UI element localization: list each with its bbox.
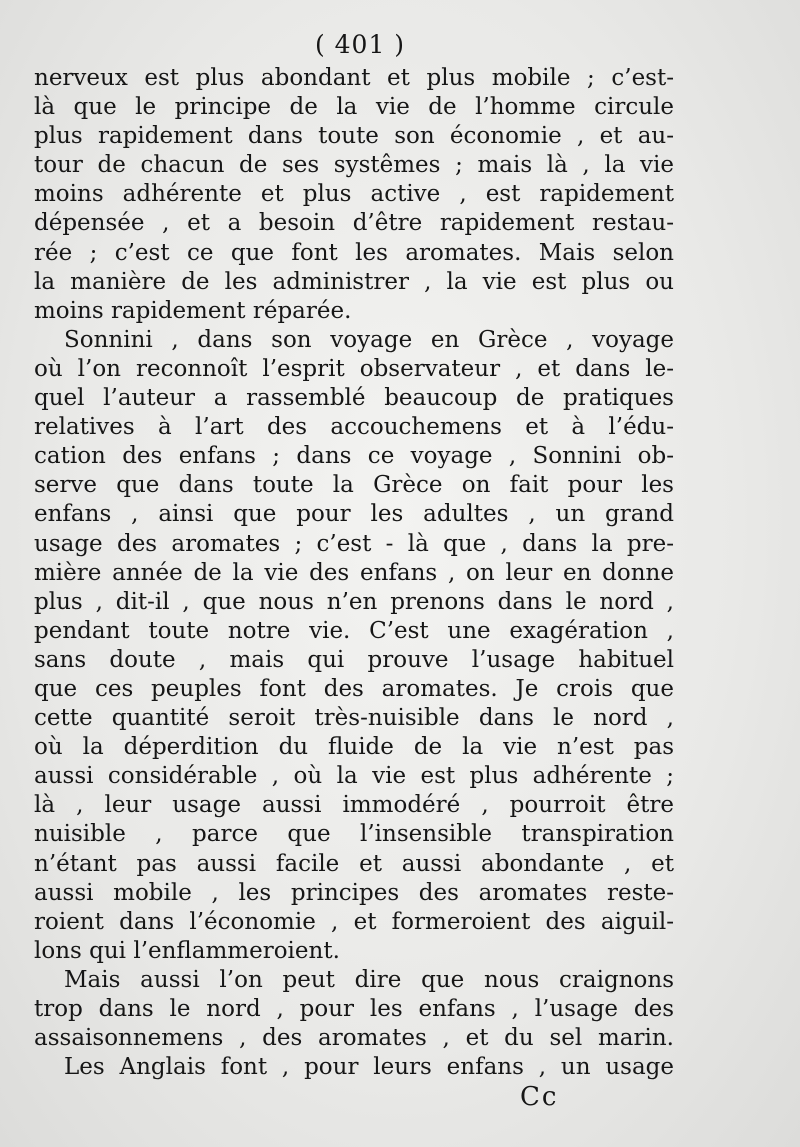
text-line: quel l’auteur a rassemblé beaucoup de pratiques	[34, 385, 674, 412]
signature-mark: Cc	[520, 1082, 559, 1112]
text-line: cation des enfans ; dans ce voyage , Sonnini ob-	[34, 443, 674, 470]
text-line: n’étant pas aussi facile et aussi abondante , et	[34, 850, 674, 877]
text-line: dépensée , et a besoin d’être rapidement restau-	[34, 210, 674, 237]
text-line: aussi considérable , où la vie est plus adhérente ;	[34, 763, 674, 790]
text-line: là , leur usage aussi immodéré , pourroit être	[34, 792, 674, 819]
text-line: pendant toute notre vie. C’est une exagération ,	[34, 617, 674, 644]
text-line: moins rapidement réparée.	[34, 297, 352, 324]
text-line: que ces peuples font des aromates. Je crois que	[34, 675, 674, 702]
text-line: la manière de les administrer , la vie est plus ou	[34, 268, 674, 295]
text-line: où la déperdition du fluide de la vie n’est pas	[34, 734, 674, 761]
text-line: Les Anglais font , pour leurs enfans , un usage	[64, 1054, 674, 1081]
text-line: assaisonnemens , des aromates , et du sel marin.	[34, 1025, 674, 1052]
page-number: ( 401 )	[314, 30, 406, 59]
text-line: tour de chacun de ses systêmes ; mais là , la vie	[34, 152, 674, 179]
text-line: où l’on reconnoît l’esprit observateur , et dans le-	[34, 355, 674, 382]
text-line: sans doute , mais qui prouve l’usage habituel	[34, 646, 674, 673]
body-text	[34, 64, 674, 1082]
text-line: trop dans le nord , pour les enfans , l’usage des	[34, 996, 674, 1022]
text-line: serve que dans toute la Grèce on fait pour les	[34, 472, 674, 499]
text-line: relatives à l’art des accouchemens et à l’édu-	[34, 414, 674, 441]
text-line: Mais aussi l’on peut dire que nous craignons	[64, 966, 674, 993]
text-line: enfans , ainsi que pour les adultes , un grand	[34, 501, 674, 528]
text-line: lons qui l’enflammeroient.	[34, 937, 340, 964]
text-line: plus , dit-il , que nous n’en prenons dans le nord ,	[34, 588, 674, 615]
text-line: usage des aromates ; c’est - là que , dans la pre-	[34, 530, 674, 557]
text-line: roient dans l’économie , et formeroient des aiguil-	[34, 908, 674, 935]
text-line: mière année de la vie des enfans , on leur en donne	[34, 559, 674, 586]
text-line: rée ; c’est ce que font les aromates. Mais selon	[34, 239, 674, 266]
text-line: Sonnini , dans son voyage en Grèce , voyage	[64, 326, 674, 353]
text-line: nerveux est plus abondant et plus mobile ; c’est-	[34, 65, 674, 91]
text-line: cette quantité seroit très-nuisible dans le nord ,	[34, 705, 674, 732]
text-line: plus rapidement dans toute son économie , et au-	[34, 123, 674, 150]
text-line: là que le principe de la vie de l’homme circule	[34, 94, 674, 121]
text-line: moins adhérente et plus active , est rapidement	[34, 181, 674, 208]
text-line: nuisible , parce que l’insensible transpiration	[34, 821, 674, 848]
text-line: aussi mobile , les principes des aromates reste-	[34, 879, 674, 906]
